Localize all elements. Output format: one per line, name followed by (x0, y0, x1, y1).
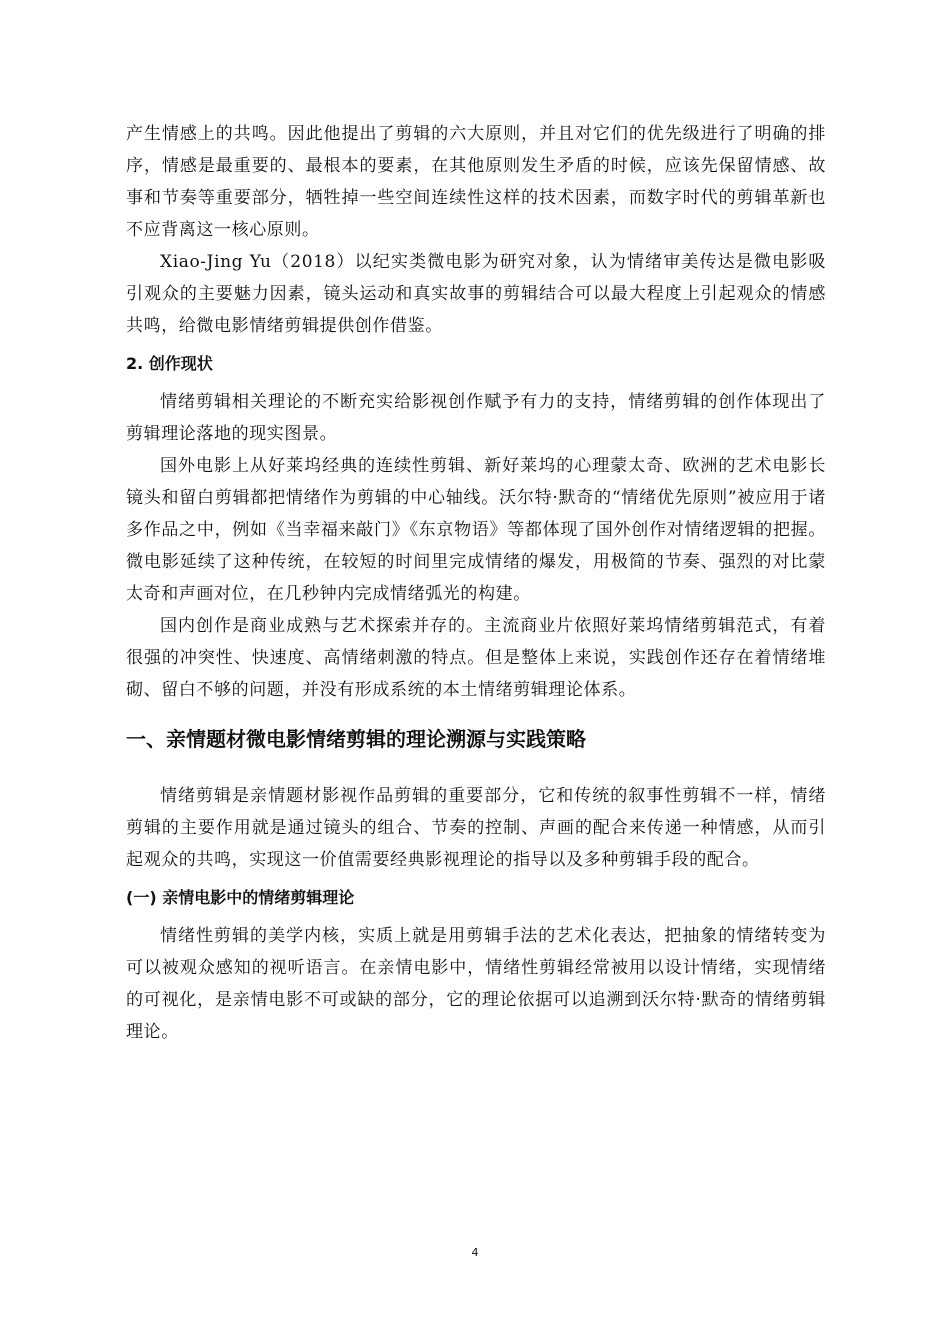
paragraph: 情绪剪辑相关理论的不断充实给影视创作赋予有力的支持，情绪剪辑的创作体现出了剪辑理论落地的现实图景。 (126, 392, 826, 444)
paragraph: 国外电影上从好莱坞经典的连续性剪辑、新好莱坞的心理蒙太奇、欧洲的艺术电影长镜头和留白剪辑都把情绪作为剪辑的中心轴线。沃尔特·默奇的“情绪优先原则”被应用于诸多作品之中，例如《当幸福来敲门》《东京物语》等都体现了国外创作对情绪逻辑的把握。微电影延续了这种传统，在较短的时间里完成情绪的爆发，用极简的节奏、强烈的对比蒙太奇和声画对位，在几秒钟内完成情绪弧光的构建。 (126, 456, 826, 604)
paragraph: 情绪性剪辑的美学内核，实质上就是用剪辑手法的艺术化表达，把抽象的情绪转变为可以被观众感知的视听语言。在亲情电影中，情绪性剪辑经常被用以设计情绪，实现情绪的可视化，是亲情电影不可或缺的部分，它的理论依据可以追溯到沃尔特·默奇的情绪剪辑理论。 (126, 926, 826, 1042)
chapter-heading: 一、亲情题材微电影情绪剪辑的理论溯源与实践策略 (126, 727, 586, 751)
paragraph: 情绪剪辑是亲情题材影视作品剪辑的重要部分，它和传统的叙事性剪辑不一样，情绪剪辑的主要作用就是通过镜头的组合、节奏的控制、声画的配合来传递一种情感，从而引起观众的共鸣，实现这一价值需要经典影视理论的指导以及多种剪辑手段的配合。 (126, 786, 826, 870)
page-content (126, 118, 826, 1048)
paragraph-xiao-jing-yu: Xiao-Jing Yu（2018）以纪实类微电影为研究对象，认为情绪审美传达是微电影吸引观众的主要魅力因素，镜头运动和真实故事的剪辑结合可以最大程度上引起观众的情感共鸣，给微电影情绪剪辑提供创作借鉴。 (126, 252, 826, 336)
section-heading-creation-status: 2. 创作现状 (126, 354, 213, 373)
page-number: 4 (471, 1246, 479, 1259)
paragraph-continued: 产生情感上的共鸣。因此他提出了剪辑的六大原则，并且对它们的优先级进行了明确的排序，情感是最重要的、最根本的要素，在其他原则发生矛盾的时候，应该先保留情感、故事和节奏等重要部分，牺牲掉一些空间连续性这样的技术因素，而数字时代的剪辑革新也不应背离这一核心原则。 (126, 124, 826, 240)
paragraph: 国内创作是商业成熟与艺术探索并存的。主流商业片依照好莱坞情绪剪辑范式，有着很强的冲突性、快速度、高情绪刺激的特点。但是整体上来说，实践创作还存在着情绪堆砌、留白不够的问题，并没有形成系统的本土情绪剪辑理论体系。 (126, 616, 826, 700)
subsection-heading: (一) 亲情电影中的情绪剪辑理论 (126, 888, 355, 907)
